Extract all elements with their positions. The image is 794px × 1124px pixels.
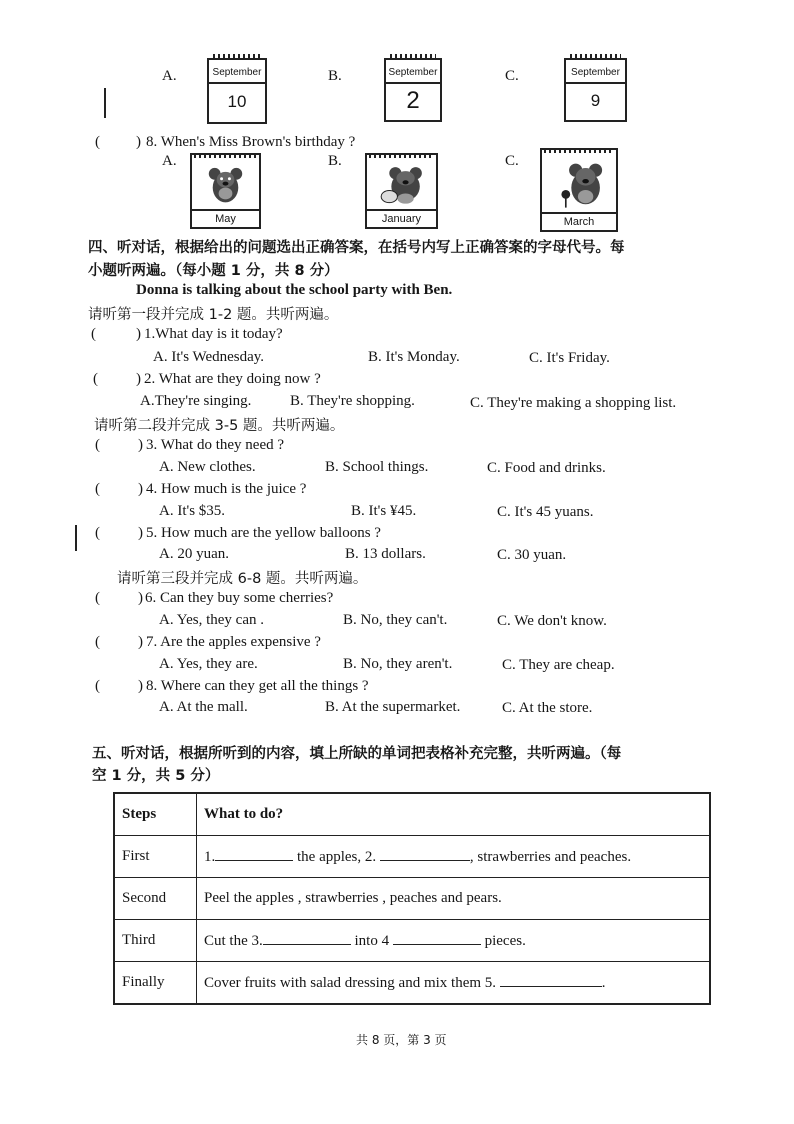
- blank1-label: 1.: [204, 848, 216, 865]
- q8-listening-paren-close: ): [138, 678, 143, 694]
- koala-illustration-icon: [546, 157, 612, 212]
- q4-option-b: B. It's ¥45.: [351, 503, 417, 519]
- q7-option-a: A. Yes, they are.: [159, 656, 258, 672]
- q8-option-b-calendar: [365, 153, 438, 229]
- step-third-mid: into 4: [354, 932, 390, 949]
- step-first-end: , strawberries and peaches.: [469, 848, 632, 865]
- section4-part2-instruction: 请听第二段并完成 3-5 题。共听两遍。: [94, 418, 345, 434]
- q7-option-c: C. They are cheap.: [502, 657, 615, 673]
- q8-listening-answer-paren[interactable]: (: [95, 678, 100, 694]
- q5-answer-paren[interactable]: (: [95, 525, 100, 541]
- section4-heading-line1: 四、听对话，根据给出的问题选出正确答案，在括号内写上正确答案的字母代号。每: [88, 240, 625, 256]
- q1-question: 1.What day is it today?: [144, 326, 283, 342]
- step-second: Second: [114, 878, 197, 920]
- calendar-month-label: March: [542, 212, 616, 230]
- q3-option-a: A. New clothes.: [159, 459, 256, 475]
- q6-answer-paren[interactable]: (: [95, 590, 100, 606]
- calendar-day: 2: [406, 87, 420, 114]
- calendar-month-label: May: [192, 209, 259, 227]
- blank-5-input[interactable]: [500, 974, 602, 987]
- calendar-rings-icon: [194, 153, 257, 158]
- q8-option-a-letter: A.: [162, 153, 177, 169]
- table-row: [114, 878, 710, 920]
- q4-option-a: A. It's $35.: [159, 503, 226, 519]
- blank-2-input[interactable]: [380, 848, 470, 861]
- calendar-rings-icon: [369, 153, 434, 158]
- q8-question: 8. When's Miss Brown's birthday ?: [146, 134, 356, 150]
- q2-paren-close: ): [136, 371, 141, 387]
- calendar-rings-icon: [544, 148, 614, 153]
- q7-question: 7. Are the apples expensive ?: [146, 634, 321, 650]
- section4-heading-line2: 小题听两遍。（每小题 1 分，共 8 分）: [88, 263, 339, 279]
- margin-mark: [104, 88, 106, 118]
- blank-1-input[interactable]: [215, 848, 293, 861]
- q3-question: 3. What do they need ?: [146, 437, 285, 453]
- q8-option-c-calendar: [540, 148, 618, 232]
- q7-option-c-letter: C.: [505, 68, 519, 84]
- section5-heading-line1: 五、听对话，根据所听到的内容，填上所缺的单词把表格补充完整，共听两遍。（每: [92, 746, 622, 762]
- q7-option-a-calendar: [207, 58, 267, 124]
- q4-option-c: C. It's 45 yuans.: [497, 504, 594, 520]
- section4-part1-instruction: 请听第一段并完成 1-2 题。共听两遍。: [88, 307, 339, 323]
- section4-part3-instruction: 请听第三段并完成 6-8 题。共听两遍。: [117, 571, 368, 587]
- q3-answer-paren[interactable]: (: [95, 437, 100, 453]
- blank-3-input[interactable]: [263, 932, 351, 945]
- q2-option-b: B. They're shopping.: [290, 393, 415, 409]
- q8-answer-paren-close: ): [136, 134, 141, 150]
- q1-option-b: B. It's Monday.: [368, 349, 460, 365]
- q8-answer-paren[interactable]: (: [95, 134, 100, 150]
- q8-option-c-letter: C.: [505, 153, 519, 169]
- table-header-what-to-do: What to do?: [197, 793, 711, 836]
- q7-option-c-calendar: [564, 58, 627, 122]
- page-footer: 共 8 页，第 3 页: [356, 1033, 447, 1047]
- q4-question: 4. How much is the juice ?: [146, 481, 307, 497]
- blank-4-input[interactable]: [393, 932, 481, 945]
- section5-heading-line2: 空 1 分，共 5 分）: [92, 768, 220, 784]
- q6-question: 6. Can they buy some cherries?: [145, 590, 334, 606]
- calendar-day: 10: [227, 92, 247, 111]
- step-third: Third: [114, 920, 197, 962]
- q7-option-b: B. No, they aren't.: [343, 656, 453, 672]
- q8-listening-option-c: C. At the store.: [502, 700, 593, 716]
- calendar-day: 9: [590, 91, 601, 110]
- calendar-month: September: [209, 64, 265, 84]
- q3-option-c: C. Food and drinks.: [487, 460, 606, 476]
- q3-paren-close: ): [138, 437, 143, 453]
- q8-listening-option-a: A. At the mall.: [159, 699, 248, 715]
- q6-option-c: C. We don't know.: [497, 613, 607, 629]
- q4-paren-close: ): [138, 481, 143, 497]
- calendar-month: September: [386, 64, 440, 84]
- salad-steps-table: [113, 792, 711, 1005]
- calendar-rings-icon: [213, 54, 261, 60]
- q7-option-a-letter: A.: [162, 68, 177, 84]
- table-header-row: [114, 793, 710, 836]
- step-finally-end: .: [601, 974, 606, 991]
- q7-paren-close: ): [138, 634, 143, 650]
- q7-option-b-calendar: [384, 58, 442, 122]
- step-third-start: Cut the 3.: [204, 932, 263, 949]
- step-first: First: [114, 836, 197, 878]
- q6-option-b: B. No, they can't.: [343, 612, 448, 628]
- table-row: [114, 920, 710, 962]
- q1-paren-close: ): [136, 326, 141, 342]
- step-third-end: pieces.: [484, 932, 526, 949]
- step-third-text: [197, 920, 711, 962]
- table-row: [114, 836, 710, 878]
- calendar-month: September: [566, 64, 625, 84]
- q3-option-b: B. School things.: [325, 459, 429, 475]
- q5-option-c: C. 30 yuan.: [497, 547, 567, 563]
- q1-option-c: C. It's Friday.: [529, 350, 610, 366]
- calendar-rings-icon: [390, 54, 436, 60]
- koala-illustration-icon: [196, 162, 255, 206]
- table-row: [114, 962, 710, 1005]
- margin-mark: [75, 525, 77, 551]
- koala-illustration-icon: [371, 162, 432, 208]
- q5-option-a: A. 20 yuan.: [159, 546, 229, 562]
- q2-question: 2. What are they doing now ?: [144, 371, 321, 387]
- q2-option-a: A.They're singing.: [140, 393, 252, 409]
- q5-question: 5. How much are the yellow balloons ?: [146, 525, 381, 541]
- section4-intro: Donna is talking about the school party with Ben.: [136, 282, 453, 298]
- q8-listening-question: 8. Where can they get all the things ?: [146, 678, 369, 694]
- q4-answer-paren[interactable]: (: [95, 481, 100, 497]
- q7-option-b-letter: B.: [328, 68, 342, 84]
- step-second-text: Peel the apples , strawberries , peaches and pears.: [197, 878, 711, 920]
- step-first-mid: the apples, 2.: [297, 848, 377, 865]
- q6-paren-close: ): [138, 590, 143, 606]
- q2-answer-paren[interactable]: (: [93, 371, 98, 387]
- q6-option-a: A. Yes, they can .: [159, 612, 264, 628]
- calendar-month-label: January: [367, 209, 436, 227]
- table-header-steps: Steps: [114, 793, 197, 836]
- q5-option-b: B. 13 dollars.: [345, 546, 426, 562]
- q1-option-a: A. It's Wednesday.: [153, 349, 265, 365]
- q8-listening-option-b: B. At the supermarket.: [325, 699, 461, 715]
- step-finally: Finally: [114, 962, 197, 1005]
- step-finally-start: Cover fruits with salad dressing and mix them 5.: [204, 974, 497, 991]
- q5-paren-close: ): [138, 525, 143, 541]
- step-finally-text: [197, 962, 711, 1005]
- calendar-rings-icon: [570, 54, 621, 60]
- q1-answer-paren[interactable]: (: [91, 326, 96, 342]
- q8-option-a-calendar: [190, 153, 261, 229]
- q2-option-c: C. They're making a shopping list.: [470, 395, 677, 411]
- q7-answer-paren[interactable]: (: [95, 634, 100, 650]
- q8-option-b-letter: B.: [328, 153, 342, 169]
- step-first-text: [197, 836, 711, 878]
